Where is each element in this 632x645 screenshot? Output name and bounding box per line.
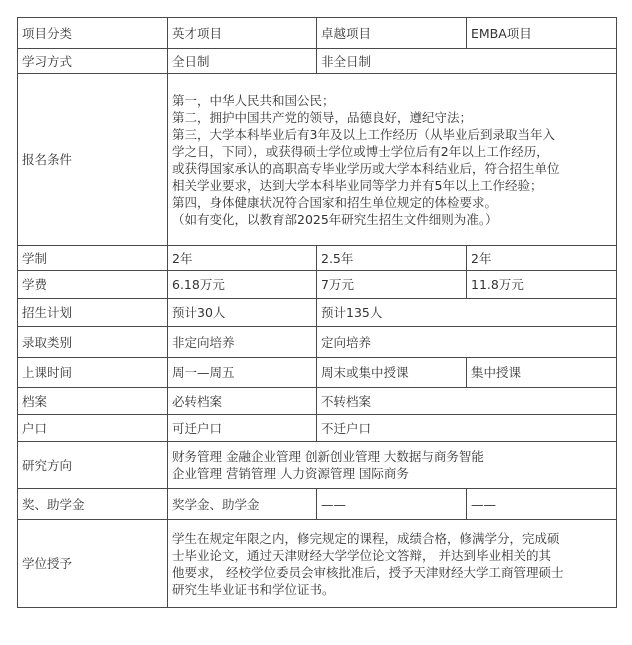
class-time-excellence: 周末或集中授课 (317, 358, 467, 388)
table-row-tuition (18, 271, 617, 299)
enrollment-fulltime: 预计30人 (168, 299, 317, 327)
degree-line: 研究生毕业证书和学位证书。 (172, 581, 335, 597)
table-row-enrollment (18, 299, 617, 327)
research-directions (168, 442, 617, 489)
requirement-line: 或获得国家承认的高职高专毕业学历或大学本科结业后，符合招生单位 (172, 160, 560, 176)
table-row-study-mode (18, 49, 617, 74)
duration-excellence: 2.5年 (317, 246, 467, 271)
enrollment-parttime: 预计135人 (317, 299, 617, 327)
label-enrollment: 招生计划 (18, 299, 168, 327)
label-archive: 档案 (18, 388, 168, 415)
requirement-line: 第三，大学本科毕业后有3年及以上工作经历（从毕业后到录取当年入 (172, 126, 555, 142)
study-mode-fulltime: 全日制 (168, 49, 317, 74)
requirement-line: （如有变化，以教育部2025年研究生招生文件细则为准。） (172, 211, 498, 227)
table-row-archive (18, 388, 617, 415)
label-class-time: 上课时间 (18, 358, 168, 388)
label-category: 项目分类 (18, 18, 168, 49)
duration-emba: 2年 (467, 246, 617, 271)
degree-line: 学生在规定年限之内，修完规定的课程，成绩合格，修满学分，完成硕 (172, 530, 560, 546)
col-excellence-program: 卓越项目 (317, 18, 467, 49)
duration-talent: 2年 (168, 246, 317, 271)
class-time-emba: 集中授课 (467, 358, 617, 388)
scholarship-emba: —— (467, 489, 617, 520)
table-row-hukou (18, 415, 617, 442)
requirements-text (168, 74, 617, 246)
archive-fulltime: 必转档案 (168, 388, 317, 415)
scholarship-talent: 奖学金、助学金 (168, 489, 317, 520)
table-row-duration (18, 246, 617, 271)
class-time-talent: 周一—周五 (168, 358, 317, 388)
table-row-header (18, 18, 617, 49)
col-talent-program: 英才项目 (168, 18, 317, 49)
hukou-parttime: 不迁户口 (317, 415, 617, 442)
table-row-class-time (18, 358, 617, 388)
research-line: 财务管理 金融企业管理 创新创业管理 大数据与商务智能 (172, 449, 484, 464)
requirement-line: 相关学业要求，达到大学本科毕业同等学力并有5年以上工作经验； (172, 177, 543, 193)
archive-parttime: 不转档案 (317, 388, 617, 415)
label-admission-type: 录取类别 (18, 327, 168, 358)
degree-line: 他要求， 经校学位委员会审核批准后，授予天津财经大学工商管理硕士 (172, 564, 564, 580)
label-degree: 学位授予 (18, 520, 168, 608)
tuition-excellence: 7万元 (317, 271, 467, 299)
label-requirements: 报名条件 (18, 74, 168, 246)
requirement-line: 第二，拥护中国共产党的领导，品德良好，遵纪守法； (172, 109, 473, 125)
study-mode-parttime: 非全日制 (317, 49, 617, 74)
table-row-research (18, 442, 617, 489)
table-row-scholarship (18, 489, 617, 520)
degree-line: 士毕业论文，通过天津财经大学学位论文答辩， 并达到毕业相关的其 (172, 547, 551, 563)
degree-text (168, 520, 617, 608)
label-research: 研究方向 (18, 442, 168, 489)
scholarship-excellence: —— (317, 489, 467, 520)
admission-type-parttime: 定向培养 (317, 327, 617, 358)
label-tuition: 学费 (18, 271, 168, 299)
tuition-talent: 6.18万元 (168, 271, 317, 299)
requirement-line: 第四，身体健康状况符合国家和招生单位规定的体检要求。 (172, 194, 498, 210)
label-duration: 学制 (18, 246, 168, 271)
col-emba-program: EMBA项目 (467, 18, 617, 49)
tuition-emba: 11.8万元 (467, 271, 617, 299)
table-row-requirements (18, 74, 617, 246)
requirement-line: 学之日，下同），或获得硕士学位或博士学位后有2年以上工作经历， (172, 143, 549, 159)
label-scholarship: 奖、助学金 (18, 489, 168, 520)
hukou-fulltime: 可迁户口 (168, 415, 317, 442)
label-study-mode: 学习方式 (18, 49, 168, 74)
label-hukou: 户口 (18, 415, 168, 442)
table-row-degree (18, 520, 617, 608)
table-row-admission-type (18, 327, 617, 358)
admission-type-fulltime: 非定向培养 (168, 327, 317, 358)
requirement-line: 第一，中华人民共和国公民； (172, 92, 335, 108)
research-line: 企业管理 营销管理 人力资源管理 国际商务 (172, 466, 409, 481)
program-info-table (17, 17, 617, 608)
